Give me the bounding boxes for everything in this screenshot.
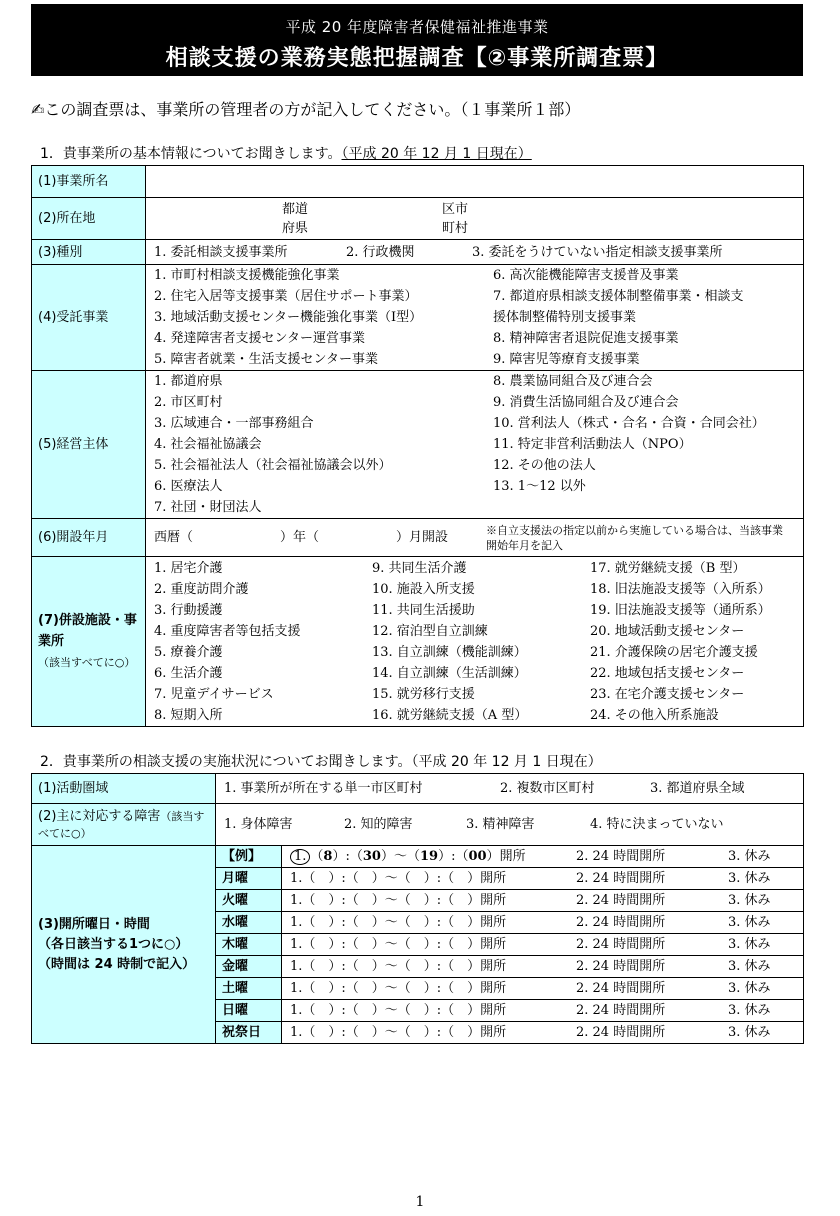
row-disability <box>32 804 804 846</box>
facility-option[interactable]: 10. 施設入所支援 <box>372 581 475 597</box>
example-h1: 8 <box>323 849 333 864</box>
facility-option[interactable]: 13. 自立訓練（機能訓練） <box>372 644 527 660</box>
name-label: (1)事業所名 <box>32 166 146 198</box>
day-hours[interactable] <box>282 978 804 1000</box>
disability-label-small: （該当すべてに○） <box>38 809 205 840</box>
example-hours: 1. （8）:（30）～（19）:（00）開所 2. 24 時間開所 3. 休み <box>282 846 804 868</box>
section1-title <box>40 143 532 163</box>
address-fuken: 府県 <box>282 220 309 236</box>
example-circle: 1. <box>290 849 310 865</box>
opened-field[interactable] <box>146 519 804 557</box>
closed-option[interactable]: 3. 休み <box>728 893 771 908</box>
open-24h-option[interactable]: 2. 24 時間開所 <box>576 937 666 952</box>
day-hours[interactable] <box>282 1000 804 1022</box>
basic-info-table <box>31 165 804 727</box>
address-kushi: 区市 <box>442 201 469 217</box>
facility-option[interactable]: 23. 在宅介護支援センター <box>590 686 745 702</box>
facility-option[interactable]: 17. 就労継続支援（B 型） <box>590 560 746 576</box>
open-24h-option[interactable]: 2. 24 時間開所 <box>576 1025 666 1040</box>
hours-row-example <box>32 846 804 868</box>
day-label: 木曜 <box>216 934 282 956</box>
open-24h-option[interactable]: 2. 24 時間開所 <box>576 1003 666 1018</box>
day-hours[interactable] <box>282 1022 804 1044</box>
closed-option[interactable]: 3. 休み <box>728 1025 771 1040</box>
day-hours[interactable] <box>282 890 804 912</box>
address-label: (2)所在地 <box>32 198 146 240</box>
hours-label-2: （各日該当する1つに○） <box>38 936 189 952</box>
example-m2: 00 <box>468 849 487 864</box>
facility-option[interactable]: 3. 行動援護 <box>154 602 223 618</box>
row-contract <box>32 265 804 371</box>
area-option-1[interactable]: 1. 事業所が所在する単一市区町村 <box>224 781 423 796</box>
open-hours-option[interactable]: 1.（ ）:（ ）～（ ）:（ ）開所 <box>290 915 507 930</box>
open-24h-option[interactable]: 2. 24 時間開所 <box>576 871 666 886</box>
type-option-3[interactable]: 3. 委託をうけていない指定相談支援事業所 <box>472 244 723 260</box>
operator-option[interactable]: 7. 社団・財団法人 <box>154 500 262 515</box>
row-name <box>32 166 804 198</box>
type-option-1[interactable]: 1. 委託相談支援事業所 <box>154 244 288 260</box>
day-label: 火曜 <box>216 890 282 912</box>
opened-label: (6)開設年月 <box>32 519 146 557</box>
hours-label-cell <box>32 846 216 1044</box>
facility-label: (7)併設施設・事業所 <box>38 613 137 649</box>
row-address <box>32 198 804 240</box>
disability-label-cell <box>32 804 216 846</box>
area-option-3[interactable]: 3. 都道府県全域 <box>650 781 745 796</box>
operator-option[interactable]: 10. 営利法人（株式・合名・合資・合同会社） <box>493 416 765 431</box>
closed-option[interactable]: 3. 休み <box>728 1003 771 1018</box>
facility-option[interactable]: 9. 共同生活介護 <box>372 560 467 576</box>
type-option-2[interactable]: 2. 行政機関 <box>346 244 415 260</box>
row-opened <box>32 519 804 557</box>
open-24h-option[interactable]: 2. 24 時間開所 <box>576 893 666 908</box>
contract-option[interactable]: 2. 住宅入居等支援事業（居住サポート事業） <box>154 289 418 304</box>
contract-option[interactable]: 3. 地域活動支援センター機能強化事業（Ⅰ型） <box>154 310 423 325</box>
row-operator <box>32 371 804 519</box>
open-24h-option[interactable]: 2. 24 時間開所 <box>576 959 666 974</box>
area-options[interactable] <box>216 774 804 804</box>
closed-option[interactable]: 3. 休み <box>728 871 771 886</box>
row-type <box>32 240 804 265</box>
opened-month: ）月開設 <box>396 530 449 545</box>
hours-label-3: （時間は 24 時制で記入） <box>38 956 196 972</box>
address-field[interactable] <box>146 198 804 240</box>
contract-label: (4)受託事業 <box>32 265 146 371</box>
operator-option[interactable]: 12. その他の法人 <box>493 458 596 473</box>
open-hours-option[interactable]: 1.（ ）:（ ）～（ ）:（ ）開所 <box>290 1025 507 1040</box>
day-label: 水曜 <box>216 912 282 934</box>
operator-option[interactable]: 4. 社会福祉協議会 <box>154 437 262 452</box>
open-hours-option[interactable]: 1.（ ）:（ ）～（ ）:（ ）開所 <box>290 893 507 908</box>
contract-option[interactable]: 1. 市町村相談支援機能強化事業 <box>154 268 340 283</box>
operator-option[interactable]: 1. 都道府県 <box>154 374 223 389</box>
open-hours-option[interactable]: 1.（ ）:（ ）～（ ）:（ ）開所 <box>290 1003 507 1018</box>
facility-option[interactable]: 22. 地域包括支援センター <box>590 665 745 681</box>
contract-option[interactable]: 4. 発達障害者支援センター運営事業 <box>154 331 366 346</box>
operator-option[interactable]: 5. 社会福祉法人（社会福祉協議会以外） <box>154 458 392 473</box>
facility-option[interactable]: 1. 居宅介護 <box>154 560 223 576</box>
contract-option-cont: 援体制整備特別支援事業 <box>493 310 637 325</box>
operator-option[interactable]: 6. 医療法人 <box>154 479 223 494</box>
facility-option[interactable]: 6. 生活介護 <box>154 665 223 681</box>
example-closed: 3. 休み <box>728 849 771 864</box>
facility-option[interactable]: 19. 旧法施設支援等（通所系） <box>590 602 771 618</box>
facility-label-cell <box>32 557 146 727</box>
open-24h-option[interactable]: 2. 24 時間開所 <box>576 915 666 930</box>
facility-option[interactable]: 2. 重度訪問介護 <box>154 581 249 597</box>
open-hours-option[interactable]: 1.（ ）:（ ）～（ ）:（ ）開所 <box>290 981 507 996</box>
opened-seireki: 西暦（ <box>154 530 194 545</box>
area-label: (1)活動圏域 <box>32 774 216 804</box>
disability-option-1[interactable]: 1. 身体障害 <box>224 817 293 832</box>
day-label: 月曜 <box>216 868 282 890</box>
contract-option[interactable]: 8. 精神障害者退院促進支援事業 <box>493 331 679 346</box>
facility-option[interactable]: 12. 宿泊型自立訓練 <box>372 623 488 639</box>
row-area <box>32 774 804 804</box>
closed-option[interactable]: 3. 休み <box>728 915 771 930</box>
facility-option[interactable]: 4. 重度障害者等包括支援 <box>154 623 301 639</box>
contract-option[interactable]: 7. 都道府県相談支援体制整備事業・相談支 <box>493 289 744 304</box>
opened-note: ※自立支援法の指定以前から実施している場合は、当該事業開始年月を記入 <box>486 523 783 552</box>
operator-option[interactable]: 11. 特定非営利活動法人（NPO） <box>493 437 692 452</box>
page-header <box>31 4 803 76</box>
facility-option[interactable]: 18. 旧法施設支援等（入所系） <box>590 581 771 597</box>
open-hours-option[interactable]: 1.（ ）:（ ）～（ ）:（ ）開所 <box>290 937 507 952</box>
page-number: 1 <box>415 1194 425 1210</box>
disability-option-3[interactable]: 3. 精神障害 <box>466 817 535 832</box>
open-24h-option[interactable]: 2. 24 時間開所 <box>576 981 666 996</box>
support-status-table <box>31 773 804 1044</box>
operator-label: (5)経営主体 <box>32 371 146 519</box>
day-label: 日曜 <box>216 1000 282 1022</box>
example-h2: 19 <box>419 849 439 864</box>
open-hours-option[interactable]: 1.（ ）:（ ）～（ ）:（ ）開所 <box>290 871 507 886</box>
operator-option[interactable]: 9. 消費生活協同組合及び連合会 <box>493 395 679 410</box>
area-option-2[interactable]: 2. 複数市区町村 <box>500 781 595 796</box>
operator-option[interactable]: 2. 市区町村 <box>154 395 223 410</box>
facility-option[interactable]: 8. 短期入所 <box>154 707 223 723</box>
example-open: 開所 <box>499 849 526 864</box>
disability-label: (2)主に対応する障害 <box>38 808 161 824</box>
facility-option[interactable]: 11. 共同生活援助 <box>372 602 475 618</box>
section2-title: 2．貴事業所の相談支援の実施状況についてお聞きします。（平成 20 年 12 月 1 日現在） <box>40 754 602 770</box>
example-m1: 30 <box>362 849 381 864</box>
disability-option-2[interactable]: 2. 知的障害 <box>344 817 413 832</box>
disability-options[interactable] <box>216 804 804 846</box>
header-title: 相談支援の業務実態把握調査【②事業所調査票】 <box>165 46 669 71</box>
day-hours[interactable] <box>282 912 804 934</box>
example-24h: 2. 24 時間開所 <box>576 849 666 864</box>
facility-option[interactable]: 24. その他入所系施設 <box>590 707 719 723</box>
operator-options[interactable] <box>146 371 804 519</box>
day-hours[interactable] <box>282 934 804 956</box>
open-hours-option[interactable]: 1.（ ）:（ ）～（ ）:（ ）開所 <box>290 959 507 974</box>
day-hours[interactable] <box>282 956 804 978</box>
facility-option[interactable]: 14. 自立訓練（生活訓練） <box>372 665 527 681</box>
day-label: 祝祭日 <box>216 1022 282 1044</box>
closed-option[interactable]: 3. 休み <box>728 937 771 952</box>
disability-option-4[interactable]: 4. 特に決まっていない <box>590 817 724 832</box>
facility-label-small: （該当すべてに○） <box>38 656 136 669</box>
name-field[interactable] <box>146 166 804 198</box>
facility-options[interactable] <box>146 557 804 727</box>
facility-option[interactable]: 16. 就労継続支援（A 型） <box>372 707 528 723</box>
facility-option[interactable]: 7. 児童デイサービス <box>154 686 274 702</box>
closed-option[interactable]: 3. 休み <box>728 959 771 974</box>
hours-label-1: (3)開所曜日・時間 <box>38 916 150 932</box>
section1-title-prefix: 1．貴事業所の基本情報についてお聞きします。 <box>40 146 342 162</box>
contract-option[interactable]: 6. 高次能機能障害支援普及事業 <box>493 268 679 283</box>
operator-option[interactable]: 8. 農業協同組合及び連合会 <box>493 374 653 389</box>
header-subtitle: 平成 20 年度障害者保健福祉推進事業 <box>285 18 549 36</box>
address-chouson: 町村 <box>442 220 469 236</box>
contract-option[interactable]: 9. 障害児等療育支援事業 <box>493 352 640 367</box>
type-options[interactable] <box>146 240 804 265</box>
address-todo: 都道 <box>282 201 309 217</box>
opened-year: ）年（ <box>280 530 320 545</box>
contract-option[interactable]: 5. 障害者就業・生活支援センター事業 <box>154 352 379 367</box>
day-label: 金曜 <box>216 956 282 978</box>
instruction-text: ✍この調査票は、事業所の管理者の方が記入してください。（１事業所１部） <box>31 100 581 119</box>
day-label: 土曜 <box>216 978 282 1000</box>
operator-option[interactable]: 3. 広域連合・一部事務組合 <box>154 416 314 431</box>
facility-option[interactable]: 5. 療養介護 <box>154 644 223 660</box>
facility-option[interactable]: 21. 介護保険の居宅介護支援 <box>590 644 758 660</box>
contract-options[interactable] <box>146 265 804 371</box>
example-day: 【例】 <box>216 846 282 868</box>
row-facility <box>32 557 804 727</box>
closed-option[interactable]: 3. 休み <box>728 981 771 996</box>
facility-option[interactable]: 15. 就労移行支援 <box>372 686 475 702</box>
operator-option[interactable]: 13. 1～12 以外 <box>493 479 586 494</box>
type-label: (3)種別 <box>32 240 146 265</box>
section1-title-date: （平成 20 年 12 月 1 日現在） <box>341 146 532 162</box>
day-hours[interactable] <box>282 868 804 890</box>
facility-option[interactable]: 20. 地域活動支援センター <box>590 623 745 639</box>
